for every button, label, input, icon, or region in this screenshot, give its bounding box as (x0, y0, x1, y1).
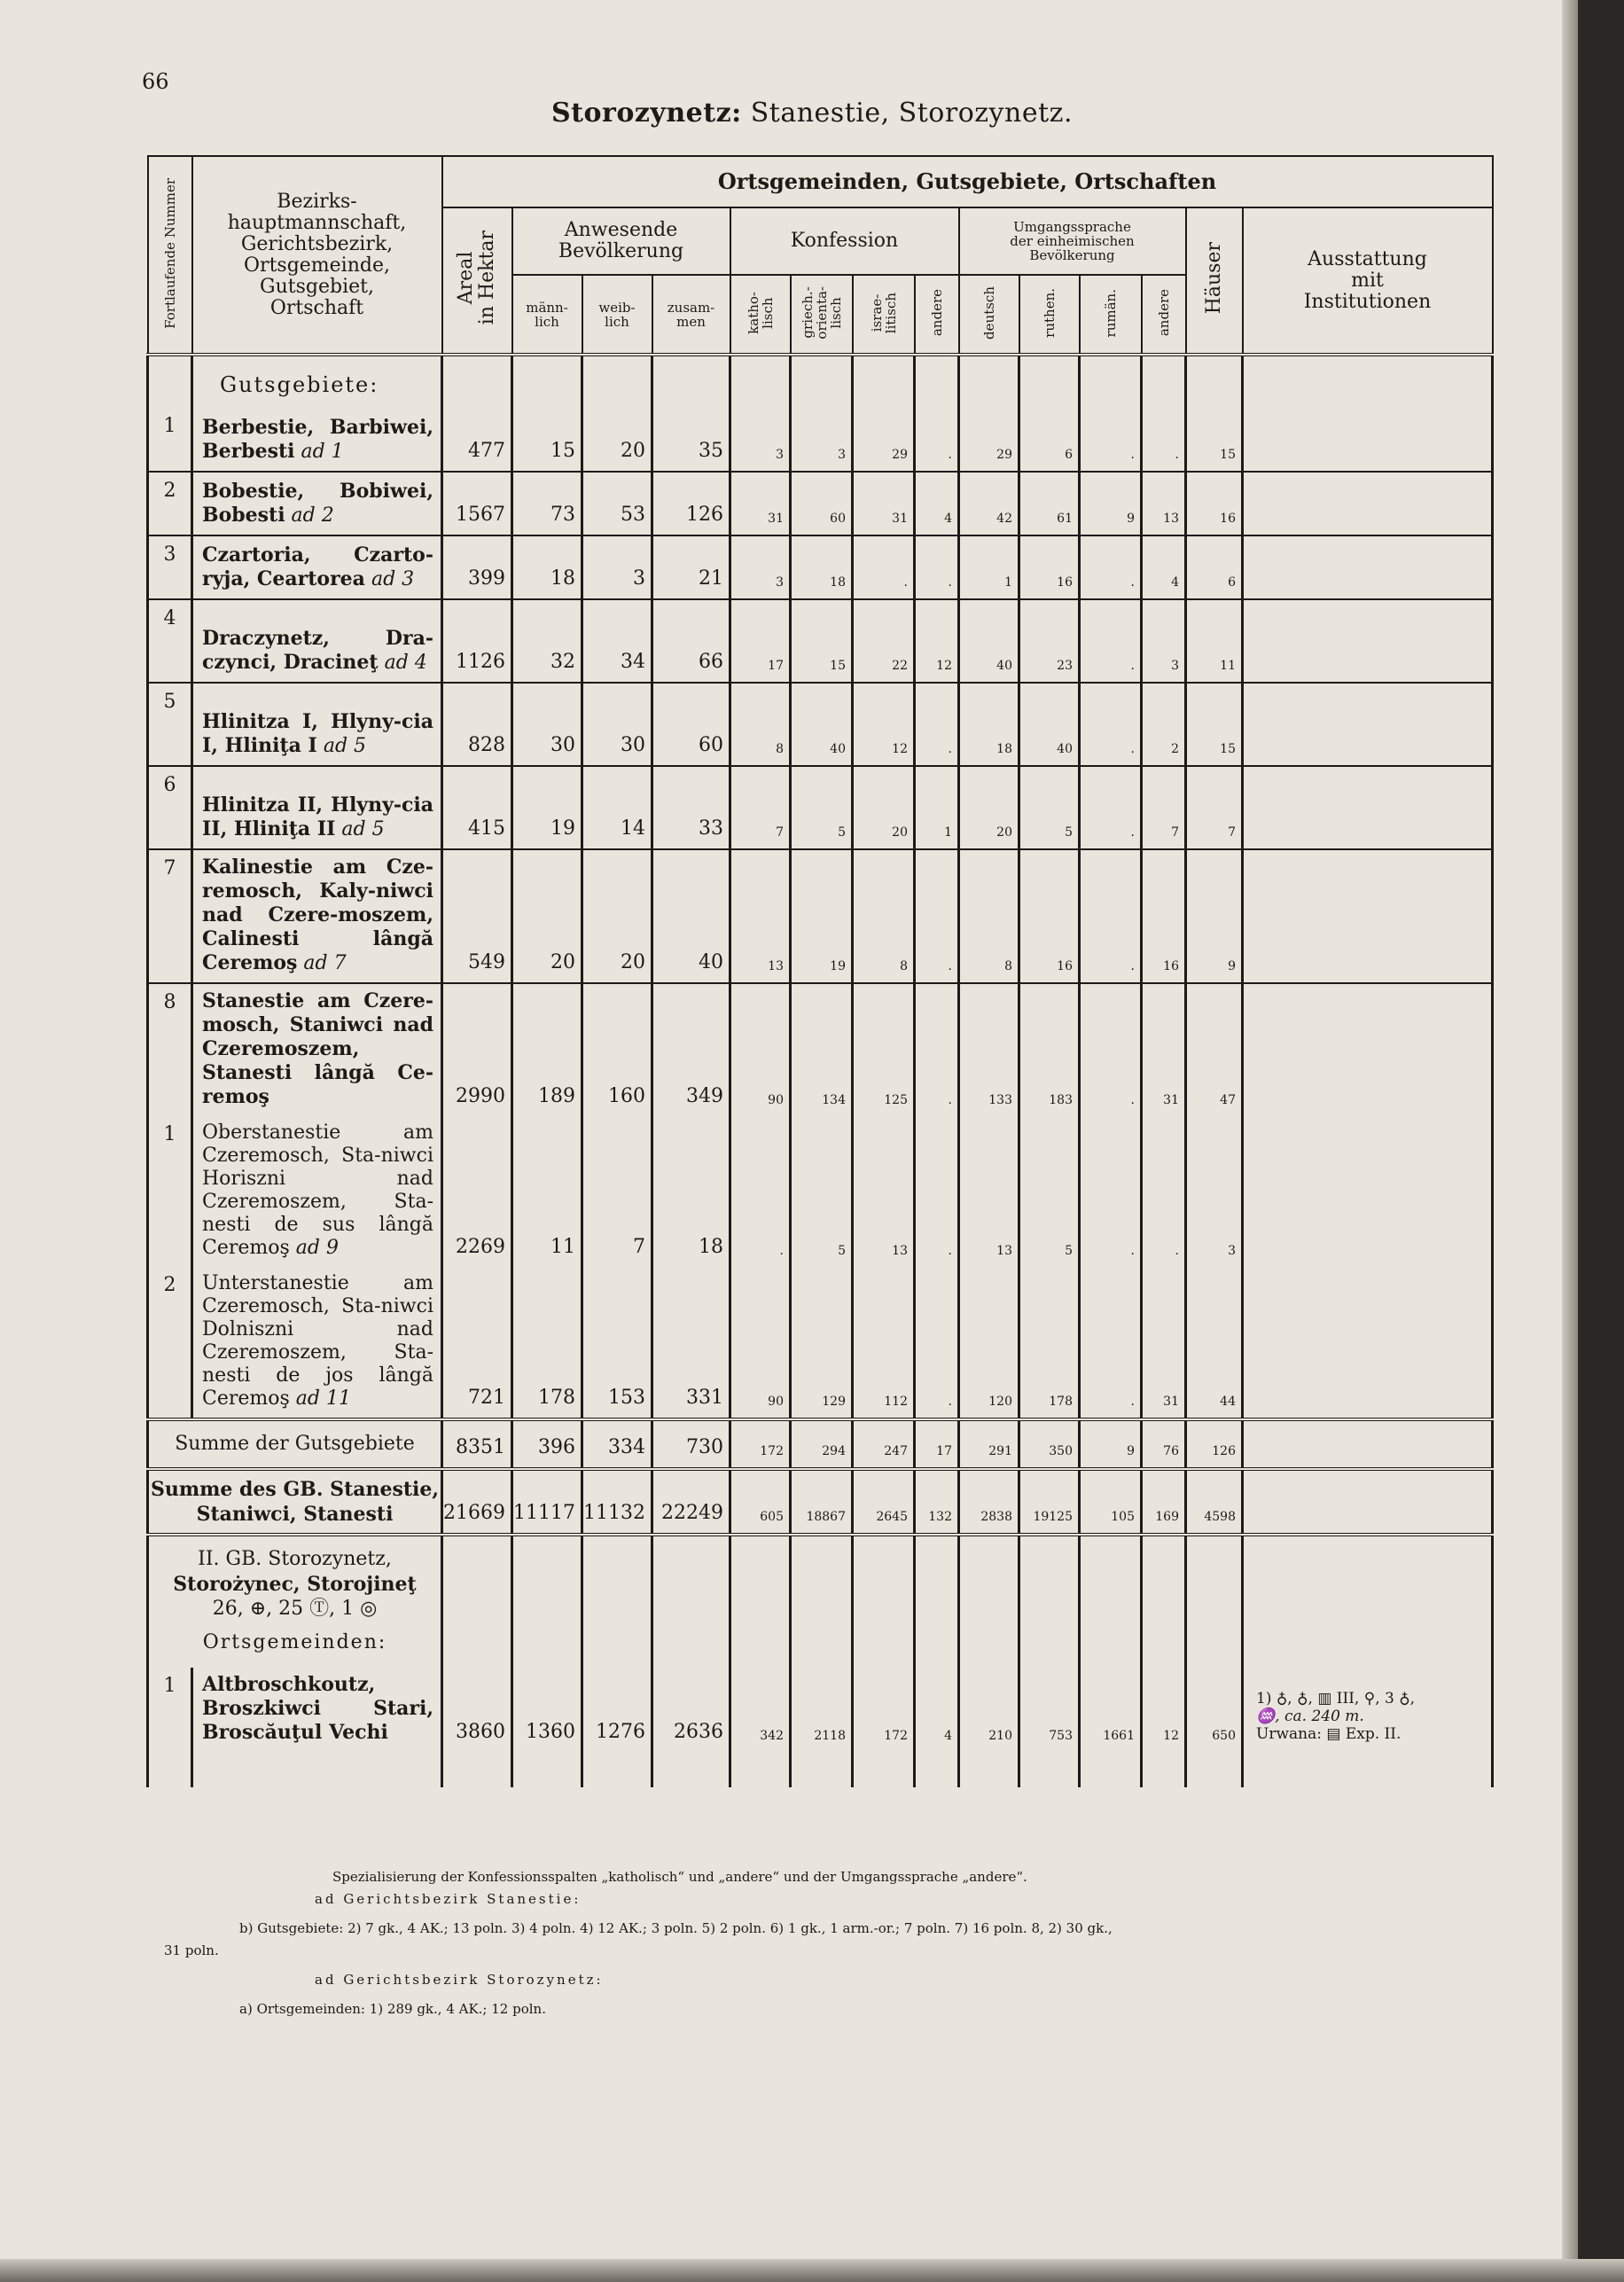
group-sprache-header: Umgangssprache der einheimischen Bevölkerung (959, 207, 1186, 275)
place-name: Draczynetz, Dra-czynci, Dracineţ ad 4 (192, 599, 442, 683)
col-haeuser-header: Häuser (1186, 207, 1243, 355)
col-ruthen-header: ruthen. (1019, 275, 1080, 355)
table-row: 8 Stanestie am Czere-mosch, Staniwci nad Czeremoszem, Stanesti lângă Ce-remoş 2990 189 160 349 90 134 125 . 133 183 . 31 47 (148, 983, 1493, 1116)
gb2-header-row (148, 1535, 1493, 1668)
place-name: Bobestie, Bobiwei, Bobesti ad 2 (192, 472, 442, 535)
section-ortsgemeinden: Ortsgemeinden: (202, 1631, 387, 1653)
place-name: Oberstanestie am Czeremosch, Sta-niwci Horiszni nad Czeremoszem, Sta-nesti de sus lângă Ceremoş ad 9 (192, 1116, 442, 1267)
col-ausstattung-header: Ausstattung mit Institutionen (1243, 207, 1493, 355)
footnote-5: ad Gerichtsbezirk Storozynetz: (315, 1972, 604, 1988)
title-sub: Stanestie, Storozynetz. (741, 98, 1073, 129)
statistics-table (146, 155, 1494, 1787)
sum-row-gutsgebiete: Summe der Gutsgebiete 8351 396 334 730 172 294 247 17 291 350 9 76 126 (148, 1419, 1493, 1469)
col-zusammen-header: zusam- men (652, 275, 730, 355)
page-number: 66 (142, 69, 169, 94)
table-row: 4 Draczynetz, Dra-czynci, Dracineţ ad 4 1126 32 34 66 17 15 22 12 40 23 . 3 11 (148, 599, 1493, 683)
page-edge (1562, 0, 1578, 2282)
table-row: 3 Czartoria, Czarto-ryja, Ceartorea ad 3 399 18 3 21 3 18 . . 1 16 . 4 6 (148, 535, 1493, 599)
footnote-3: b) Gutsgebiete: 2) 7 gk., 4 AK.; 13 poln. 3) 4 poln. 4) 12 AK.; 3 poln. 5) 2 poln. 6) 1 gk., 1 arm.-or.; 7 poln. 7) 16 poln. 8, 2) 30 gk., (239, 1920, 1113, 1936)
col-weiblich-header: weib- lich (582, 275, 652, 355)
place-name: Kalinestie am Cze-remosch, Kaly-niwci nad Czere-moszem, Calinesti lângă Ceremoş ad 7 (192, 849, 442, 983)
table-row: 6 Hlinitza II, Hlyny-cia II, Hliniţa II ad 5 415 19 14 33 7 5 20 1 20 5 . 7 7 (148, 766, 1493, 849)
col-griech-header: griech.- orienta- lisch (791, 275, 853, 355)
place-name: Berbestie, Barbiwei, Berbesti ad 1 (192, 408, 442, 472)
table-row: 2 Bobestie, Bobiwei, Bobesti ad 2 1567 73 53 126 31 60 31 4 42 61 9 13 16 (148, 472, 1493, 535)
place-name: Czartoria, Czarto-ryja, Ceartorea ad 3 (192, 535, 442, 599)
table-row: 1 Oberstanestie am Czeremosch, Sta-niwci Horiszni nad Czeremoszem, Sta-nesti de sus lângă Ceremoş ad 9 2269 11 7 18 . 5 13 . 13 5 . . 3 (148, 1116, 1493, 1267)
title-main: Storozynetz: (551, 98, 742, 129)
place-name: Unterstanestie am Czeremosch, Sta-niwci Dolniszni nad Czeremoszem, Sta-nesti de jos lângă Ceremoş ad 11 (192, 1267, 442, 1419)
gb2-line2: Storożynec, Storojineţ (173, 1573, 417, 1596)
footnote-1: Spezialisierung der Konfessionsspalten „katholisch“ und „andere“ und der Umgangssprache „andere“. (332, 1869, 1027, 1885)
col-nr-header: Fortlaufende Nummer (148, 156, 192, 355)
col-areal-header: Areal in Hektar (442, 207, 512, 355)
section-gutsgebiete: Gutsgebiete: (192, 355, 442, 408)
place-name: Hlinitza I, Hlyny-cia I, Hliniţa I ad 5 (192, 683, 442, 766)
table-row: 2 Unterstanestie am Czeremosch, Sta-niwci Dolniszni nad Czeremoszem, Sta-nesti de jos lângă Ceremoş ad 11 721 178 153 331 90 129 112 . 120 178 . 31 44 (148, 1267, 1493, 1419)
scan-border (1578, 0, 1624, 2282)
table-row: 1 Altbroschkoutz, Broszkiwci Stari, Broscăuţul Vechi 3860 1360 1276 2636 342 2118 172 4 210 753 1661 12 650 1) ♁, ♁, ▥ III, ⚲, 3 ♁, ♒, ca. 240 m. Urwana: ▤ Exp. II. (148, 1668, 1493, 1752)
col-rumaen-header: rumän. (1080, 275, 1142, 355)
group-bevoelkerung-header: Anwesende Bevölkerung (512, 207, 730, 275)
group-main-header: Ortsgemeinden, Gutsgebiete, Ortschaften (442, 156, 1493, 207)
col-deutsch-header: deutsch (959, 275, 1019, 355)
table-row: 7 Kalinestie am Cze-remosch, Kaly-niwci nad Czere-moszem, Calinesti lângă Ceremoş ad 7 549 20 20 40 13 19 8 . 8 16 . 16 9 (148, 849, 1493, 983)
place-name: Hlinitza II, Hlyny-cia II, Hliniţa II ad 5 (192, 766, 442, 849)
col-israel-header: israe- litisch (853, 275, 915, 355)
col-maennlich-header: männ- lich (512, 275, 582, 355)
place-name: Altbroschkoutz, Broszkiwci Stari, Broscăuţul Vechi (192, 1668, 442, 1752)
group-konfession-header: Konfession (730, 207, 959, 275)
gb2-line3: 26, ⊕, 25 Ⓣ, 1 ◎ (212, 1598, 378, 1620)
table-row: 1 Berbestie, Barbiwei, Berbesti ad 1 477 15 20 35 3 3 29 . 29 6 . . 15 (148, 408, 1493, 472)
gb2-line1: II. GB. Storozynetz, (198, 1548, 392, 1570)
table-row: 5 Hlinitza I, Hlyny-cia I, Hliniţa I ad 5 828 30 30 60 8 40 12 . 18 40 . 2 15 (148, 683, 1493, 766)
scan-border-bottom (0, 2259, 1624, 2282)
footnote-4: 31 poln. (164, 1942, 219, 1958)
footnote-6: a) Ortsgemeinden: 1) 289 gk., 4 AK.; 12 poln. (239, 2001, 546, 2017)
col-andere-spr-header: andere (1142, 275, 1186, 355)
col-katholisch-header: katho- lisch (730, 275, 791, 355)
col-place-header: Bezirks- hauptmannschaft, Gerichtsbezirk, Ortsgemeinde, Gutsgebiet, Ortschaft (192, 156, 442, 355)
footnote-2: ad Gerichtsbezirk Stanestie: (315, 1891, 582, 1907)
footnotes (164, 1866, 1494, 2020)
page-title (0, 98, 1624, 129)
sum-row-gb: Summe des GB. Stanestie, Staniwci, Stanesti 21669 11117 11132 22249 605 18867 2645 132 2838 19125 105 169 4598 (148, 1469, 1493, 1535)
col-andere-konf-header: andere (915, 275, 959, 355)
place-name: Stanestie am Czere-mosch, Staniwci nad Czeremoszem, Stanesti lângă Ce-remoş (192, 983, 442, 1116)
ausstattung-cell: 1) ♁, ♁, ▥ III, ⚲, 3 ♁, ♒, ca. 240 m. Urwana: ▤ Exp. II. (1243, 1668, 1493, 1752)
